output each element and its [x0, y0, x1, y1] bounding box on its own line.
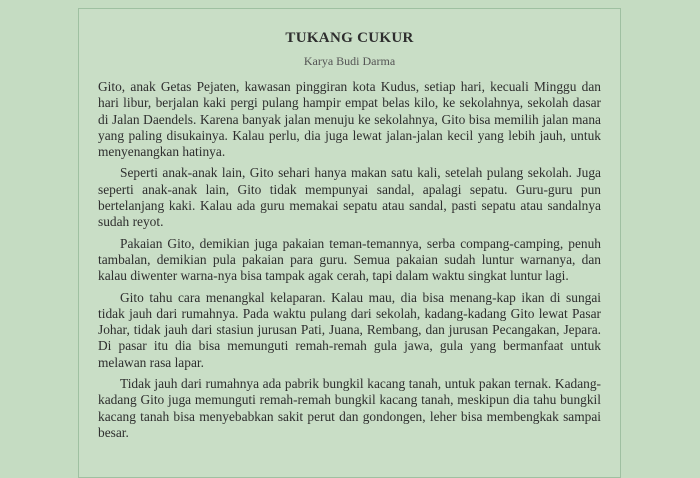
story-paragraph: Tidak jauh dari rumahnya ada pabrik bungkil kacang tanah, untuk pakan ternak. Kadang-kadang Gito juga memunguti remah-remah bungkil kacang tanah, meskipun dia tahu bungkil kacang tanah bisa menyebabkan sakit perut dan gondongen, leher bisa membengkak sampai besar.	[98, 376, 601, 440]
story-paragraph: Seperti anak-anak lain, Gito sehari hanya makan satu kali, setelah pulang sekolah. Juga seperti anak-anak lain, Gito tidak mempunyai sandal, apalagi sepatu. Guru-guru pun bertelanjang kaki. Kalau ada guru memakai sepatu atau sandal, pasti sepatu atau sandalnya sudah reyot.	[98, 165, 601, 230]
story-title: TUKANG CUKUR	[285, 30, 414, 46]
story-paragraph: Gito, anak Getas Pejaten, kawasan pinggiran kota Kudus, setiap hari, kecuali Minggu dan hari libur, berjalan kaki pergi pulang hampir empat belas kilo, ke sekolahnya, sekolah dasar di Jalan Daendels. Karena banyak jalan menuju ke sekolahnya, Gito bisa memilih jalan mana yang paling disukainya. Kalau perlu, dia juga lewat jalan-jalan kecil yang lebih jauh, untuk menyenangkan hatinya.	[98, 79, 601, 160]
story-paragraph: Gito tahu cara menangkal kelaparan. Kalau mau, dia bisa menang-kap ikan di sungai tidak jauh dari rumahnya. Pada waktu pulang dari sekolah, kadang-kadang Gito lewat Pasar Johar, tidak jauh dari stasiun jurusan Pati, Juana, Rembang, dan jurusan Pecangakan, Jepara. Di pasar itu dia bisa memunguti remah-remah gula jawa, gula yang bermanfaat untuk melawan rasa lapar.	[98, 289, 601, 370]
story-author: Karya Budi Darma	[303, 54, 396, 68]
story-paragraph: Pakaian Gito, demikian juga pakaian teman-temannya, serba compang-camping, penuh tambalan, demikian pula pakaian para guru. Semua pakaian sudah luntur warnanya, dan kalau diwenter warna-nya bisa tampak agak cerah, tapi dalam waktu singkat luntur lagi.	[98, 235, 601, 284]
story-page	[78, 8, 621, 478]
